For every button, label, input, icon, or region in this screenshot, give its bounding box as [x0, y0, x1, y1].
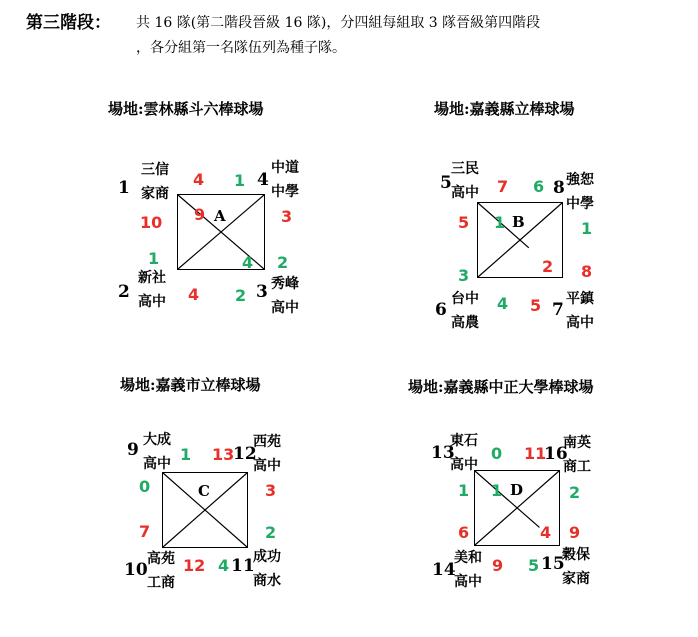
- group-c-score-top-right: 13: [212, 445, 235, 464]
- group-a-team-1-seed: 1: [118, 178, 130, 198]
- group-a-score-top-left: 4: [193, 170, 205, 189]
- group-b-score-left-bottom: 3: [458, 266, 470, 285]
- group-a-letter: A: [214, 207, 226, 225]
- group-d-score-left-top: 1: [458, 481, 470, 500]
- group-d-team-3-seed: 14: [432, 560, 456, 580]
- group-c-bracket-box: [162, 472, 248, 548]
- group-d-score-right-bottom: 9: [569, 523, 581, 542]
- group-a-team-2-name: 中道 中學: [271, 160, 299, 200]
- group-a-score-bottom-left: 4: [188, 285, 200, 304]
- group-d-score-left-bottom: 6: [458, 523, 470, 542]
- group-b-team-1-name: 三民 高中: [451, 161, 479, 201]
- group-a-team-1-name: 三信 家商: [141, 162, 169, 202]
- group-d-score-top-right: 11: [524, 444, 547, 463]
- group-b-score-diagonal-top-left: 1: [494, 213, 506, 232]
- group-c-team-4-name: 成功 商水: [253, 549, 281, 589]
- group-a-team-2-seed: 4: [257, 170, 269, 190]
- group-d-team-2-name: 南英 商工: [563, 435, 591, 475]
- group-d-score-bottom-left: 9: [492, 556, 504, 575]
- group-b-score-bottom-left: 4: [497, 294, 509, 313]
- group-b-team-4-name: 平鎮 高中: [566, 291, 594, 331]
- group-b-score-top-left: 7: [497, 177, 509, 196]
- group-b-venue: 場地:嘉義縣立棒球場: [434, 100, 575, 118]
- group-b-team-2-name: 強恕 中學: [566, 172, 594, 212]
- group-c-score-left-top: 0: [139, 477, 151, 496]
- group-b-team-3-seed: 6: [435, 300, 447, 320]
- group-a-team-3-name: 新社 高中: [138, 270, 166, 310]
- group-b-score-diagonal-bottom-right: 2: [542, 257, 554, 276]
- group-b-team-4-seed: 7: [552, 300, 564, 320]
- group-d-venue: 場地:嘉義縣中正大學棒球場: [408, 378, 594, 396]
- group-a-score-diagonal-top-left: 9: [194, 205, 206, 224]
- group-c-team-3-name: 高苑 工商: [147, 551, 175, 591]
- group-c-team-2-name: 西苑 高中: [253, 434, 281, 474]
- group-c-score-left-bottom: 7: [139, 522, 151, 541]
- group-a-score-diagonal-bottom-right: 4: [242, 253, 254, 272]
- group-d-team-4-seed: 15: [541, 554, 565, 574]
- group-d-team-4-name: 穀保 家商: [562, 547, 590, 587]
- group-c-venue: 場地:嘉義市立棒球場: [120, 376, 261, 394]
- group-b-score-right-bottom: 8: [581, 262, 593, 281]
- group-a-venue: 場地:雲林縣斗六棒球場: [108, 100, 264, 118]
- group-b-score-bottom-right: 5: [530, 296, 542, 315]
- group-b-letter: B: [512, 213, 525, 231]
- group-a-score-left-bottom: 1: [148, 249, 160, 268]
- group-a-team-4-name: 秀峰 高中: [271, 276, 299, 316]
- group-a-score-right-top: 3: [281, 207, 293, 226]
- group-c-score-right-bottom: 2: [265, 523, 277, 542]
- group-c-team-4-seed: 11: [231, 556, 255, 576]
- group-a-team-4-seed: 3: [256, 282, 268, 302]
- group-b-team-2-seed: 8: [553, 178, 565, 198]
- group-d-team-1-name: 東石 高中: [450, 433, 478, 473]
- group-c-score-right-top: 3: [265, 481, 277, 500]
- group-b-score-top-right: 6: [533, 177, 545, 196]
- group-a-score-bottom-right: 2: [235, 286, 247, 305]
- group-b-team-3-name: 台中 高農: [451, 291, 479, 331]
- stage-description-line-1: 共 16 隊(第二階段晉級 16 隊)，分四組每組取 3 隊晉級第四階段: [136, 15, 541, 31]
- group-c-letter: C: [198, 482, 210, 500]
- group-d-score-bottom-right: 5: [528, 556, 540, 575]
- group-c-team-3-seed: 10: [124, 560, 148, 580]
- group-b-team-1-seed: 5: [440, 173, 452, 193]
- stage-description-line-2: ，各分組第一名隊伍列為種子隊。: [136, 40, 346, 56]
- group-c-score-bottom-left: 12: [183, 556, 206, 575]
- group-b-score-right-top: 1: [581, 219, 593, 238]
- group-d-score-diagonal-top-left: 1: [491, 481, 503, 500]
- group-d-score-right-top: 2: [569, 483, 581, 502]
- group-d-team-2-seed: 16: [544, 444, 568, 464]
- group-d-score-diagonal-bottom-right: 4: [540, 523, 552, 542]
- group-b-score-left-top: 5: [458, 213, 470, 232]
- group-c-score-bottom-right: 4: [218, 556, 230, 575]
- group-a-score-right-bottom: 2: [277, 253, 289, 272]
- group-a-score-left-top: 10: [140, 213, 163, 232]
- group-d-letter: D: [510, 481, 524, 499]
- group-c-team-2-seed: 12: [233, 444, 257, 464]
- group-c-team-1-name: 大成 高中: [143, 432, 171, 472]
- group-c-team-1-seed: 9: [127, 440, 139, 460]
- group-c-score-top-left: 1: [180, 445, 192, 464]
- group-a-score-top-right: 1: [234, 171, 246, 190]
- group-d-team-1-seed: 13: [431, 443, 455, 463]
- stage-label: 第三階段：: [26, 13, 111, 33]
- group-d-team-3-name: 美和 高中: [454, 550, 482, 590]
- group-a-team-3-seed: 2: [118, 282, 130, 302]
- group-d-score-top-left: 0: [491, 444, 503, 463]
